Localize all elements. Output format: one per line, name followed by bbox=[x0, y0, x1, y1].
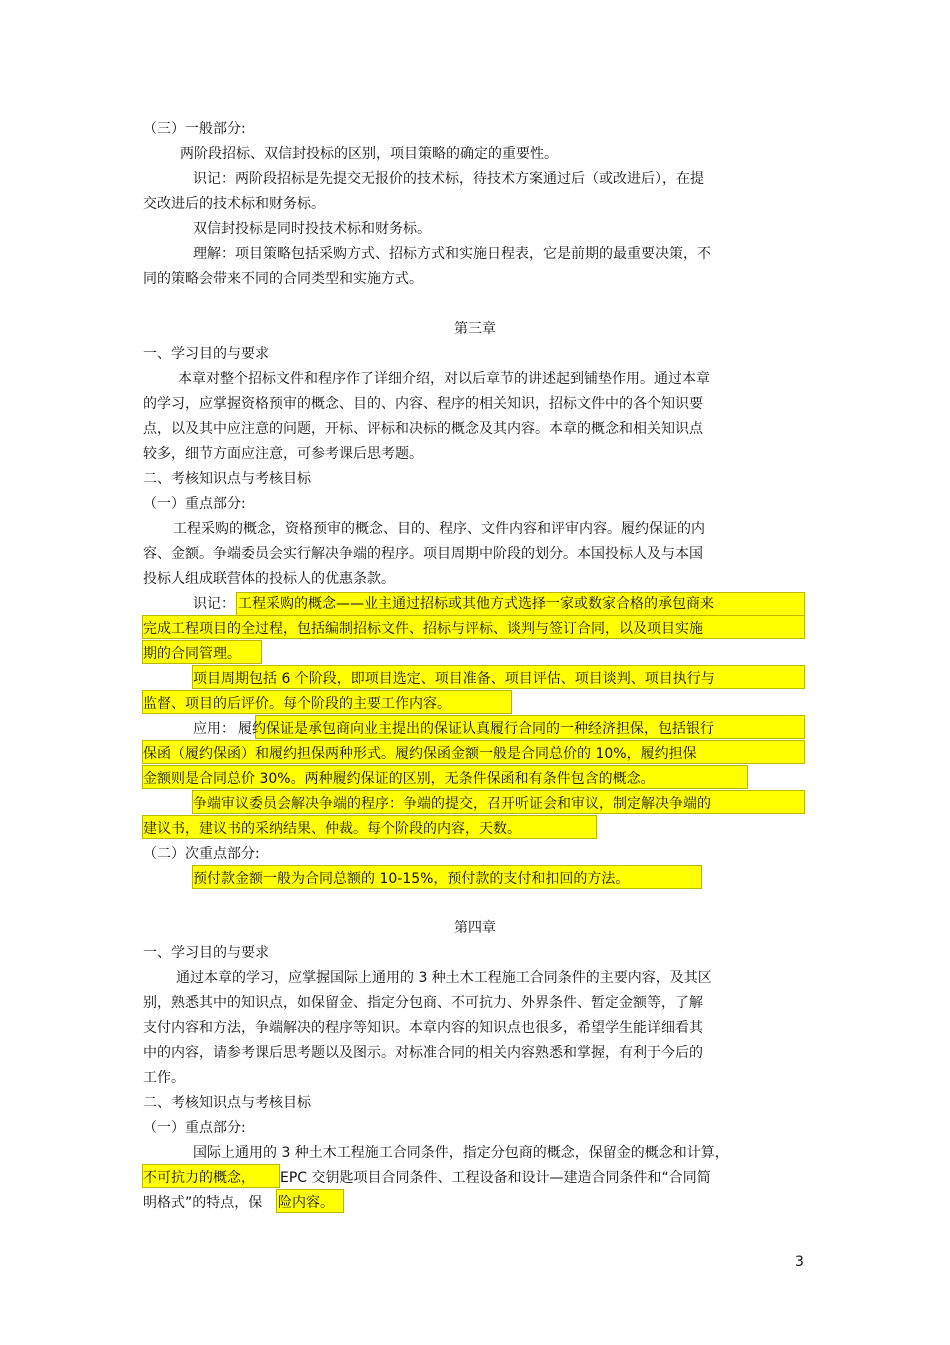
paragraph-line: 中的内容，请参考课后思考题以及图示。对标准合同的相关内容熟悉和掌握，有利于今后的 bbox=[143, 1045, 703, 1061]
subheading-general: （三）一般部分: bbox=[143, 121, 246, 137]
highlighted-line: 不可抗力的概念， bbox=[143, 1170, 255, 1186]
paragraph-line: 别，熟悉其中的知识点，如保留金、指定分包商、不可抗力、外界条件、暂定金额等，了解 bbox=[143, 995, 703, 1011]
highlighted-line: 建议书，建议书的采纳结果、仲裁。每个阶段的内容，天数。 bbox=[143, 821, 521, 837]
paragraph-line: 工作。 bbox=[143, 1070, 185, 1086]
highlighted-line: 完成工程项目的全过程，包括编制招标文件、招标与评标、谈判与签订合同，以及项目实施 bbox=[143, 621, 703, 637]
paragraph-line: 同的策略会带来不同的合同类型和实施方式。 bbox=[143, 271, 423, 287]
highlighted-line: 险内容。 bbox=[278, 1195, 334, 1211]
chapter-title: 第三章 bbox=[454, 321, 496, 337]
section-heading: 一、学习目的与要求 bbox=[143, 346, 269, 362]
paragraph-line: 交改进后的技术标和财务标。 bbox=[143, 196, 325, 212]
section-heading: 一、学习目的与要求 bbox=[143, 945, 269, 961]
paragraph-line: 投标人组成联营体的投标人的优惠条款。 bbox=[143, 571, 395, 587]
highlighted-line: 期的合同管理。 bbox=[143, 646, 241, 662]
paragraph-line: 点，以及其中应注意的问题，开标、评标和决标的概念及其内容。本章的概念和相关知识点 bbox=[143, 421, 703, 437]
subheading-key: （一）重点部分: bbox=[143, 1120, 246, 1136]
highlighted-line: 监督、项目的后评价。每个阶段的主要工作内容。 bbox=[143, 696, 451, 712]
paragraph-line: 容、金额。争端委员会实行解决争端的程序。项目周期中阶段的划分。本国投标人及与本国 bbox=[143, 546, 703, 562]
paragraph-line: 支付内容和方法，争端解决的程序等知识。本章内容的知识点也很多，希望学生能详细看其 bbox=[143, 1020, 703, 1036]
subheading-key: （一）重点部分: bbox=[143, 496, 246, 512]
paragraph-line: 国际上通用的 3 种土木工程施工合同条件，指定分包商的概念，保留金的概念和计算， bbox=[193, 1145, 729, 1161]
highlighted-line: 项目周期包括 6 个阶段，即项目选定、项目准备、项目评估、项目谈判、项目执行与 bbox=[193, 671, 715, 687]
page-number: 3 bbox=[795, 1254, 804, 1270]
paragraph-line: 本章对整个招标文件和程序作了详细介绍，对以后章节的讲述起到铺垫作用。通过本章 bbox=[178, 371, 710, 387]
highlighted-line: 保函（履约保函）和履约担保两种形式。履约保函金额一般是合同总价的 10%，履约担保 bbox=[143, 746, 697, 762]
subheading-secondary: （二）次重点部分: bbox=[143, 846, 260, 862]
highlighted-line: 预付款金额一般为合同总额的 10-15%，预付款的支付和扣回的方法。 bbox=[193, 871, 630, 887]
label-memorize: 识记： bbox=[193, 596, 235, 612]
paragraph-line: 两阶段招标、双信封投标的区别，项目策略的确定的重要性。 bbox=[180, 146, 558, 162]
paragraph-line: 双信封投标是同时投技术标和财务标。 bbox=[193, 221, 431, 237]
paragraph-line: 识记：两阶段招标是先提交无报价的技术标，待技术方案通过后（或改进后），在提 bbox=[193, 171, 704, 187]
paragraph-line: 工程采购的概念，资格预审的概念、目的、程序、文件内容和评审内容。履约保证的内 bbox=[173, 521, 705, 537]
paragraph-line: 理解：项目策略包括采购方式、招标方式和实施日程表，它是前期的最重要决策，不 bbox=[193, 246, 711, 262]
highlighted-line: 履约保证是承包商向业主提出的保证认真履行合同的一种经济担保，包括银行 bbox=[238, 721, 714, 737]
section-heading: 二、考核知识点与考核目标 bbox=[143, 1095, 311, 1111]
highlighted-line: 金额则是合同总价 30%。两种履约保证的区别，无条件保函和有条件包含的概念。 bbox=[143, 771, 655, 787]
label-apply: 应用： bbox=[193, 721, 235, 737]
paragraph-line: 较多，细节方面应注意，可参考课后思考题。 bbox=[143, 446, 423, 462]
paragraph-line: 明格式”的特点，保 bbox=[143, 1195, 263, 1211]
highlighted-line: 工程采购的概念——业主通过招标或其他方式选择一家或数家合格的承包商来 bbox=[238, 596, 714, 612]
section-heading: 二、考核知识点与考核目标 bbox=[143, 471, 311, 487]
highlighted-line: 争端审议委员会解决争端的程序：争端的提交，召开听证会和审议，制定解决争端的 bbox=[193, 796, 711, 812]
paragraph-line: 通过本章的学习，应掌握国际上通用的 3 种土木工程施工合同条件的主要内容，及其区 bbox=[176, 970, 712, 986]
chapter-title: 第四章 bbox=[454, 920, 496, 936]
paragraph-line: 的学习，应掌握资格预审的概念、目的、内容、程序的相关知识，招标文件中的各个知识要 bbox=[143, 396, 703, 412]
paragraph-line: EPC 交钥匙项目合同条件、工程设备和设计—建造合同条件和“合同简 bbox=[280, 1170, 711, 1186]
